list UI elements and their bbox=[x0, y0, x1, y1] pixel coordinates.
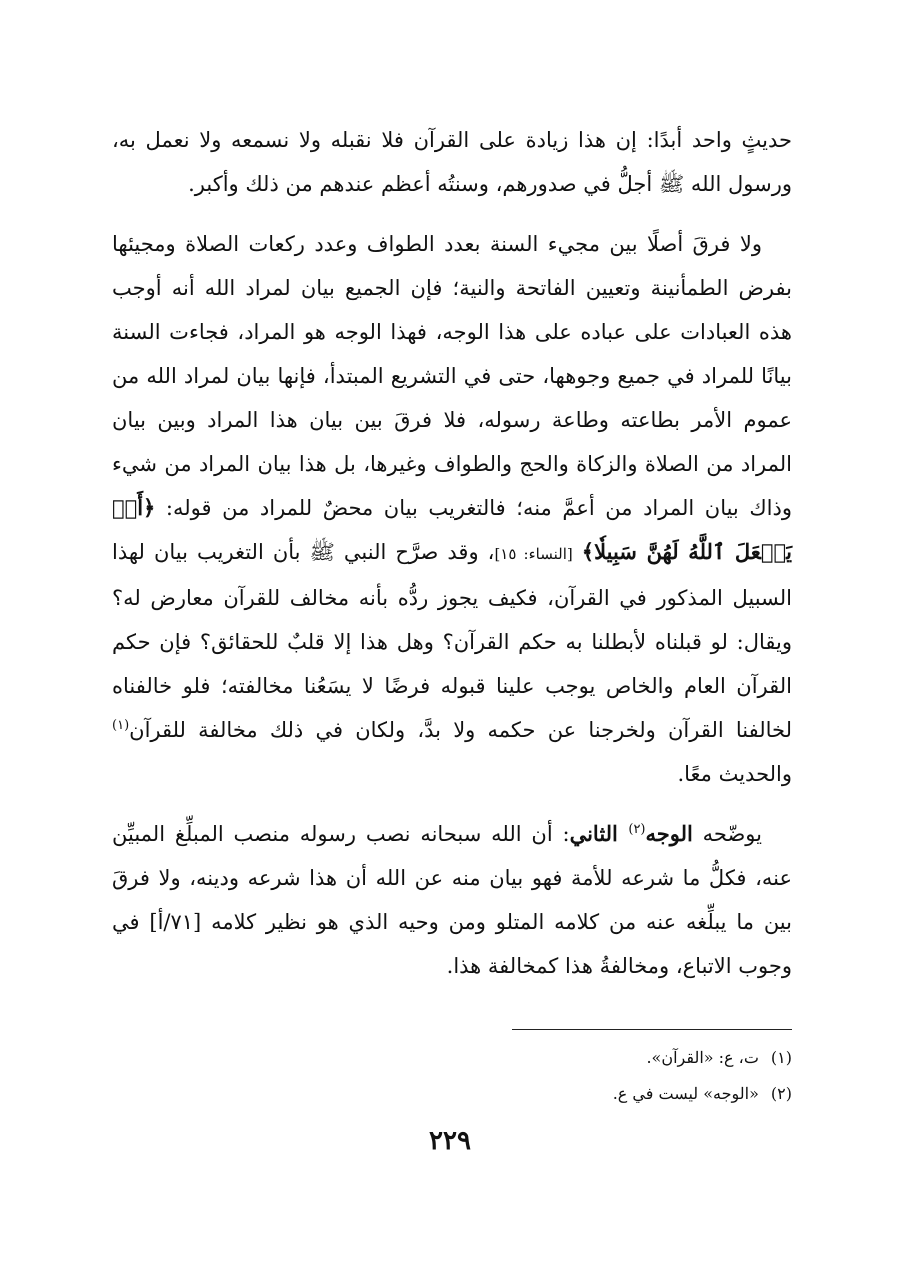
quran-quote: ﴿أَوۡ يَجۡعَلَ ٱللَّهُ لَهُنَّ سَبِيلٗا﴾ bbox=[112, 495, 792, 564]
footnote-number: (١) bbox=[770, 1048, 792, 1067]
footnotes bbox=[112, 1040, 792, 1112]
paragraph-2-part-1: ولا فرقَ أصلًا بين مجيء السنة بعدد الطواف وعدد ركعات الصلاة ومجيئها بفرض الطمأنينة وتعيين الفاتحة والنية؛ فإن الجميع بيان لمراد الله أنه أوجب هذه العبادات على عباده على هذا الوجه، فهذا الوجه هو المراد، فجاءت السنة بيانًا للمراد في جميع وجوهها، حتى في التشريع المبتدأ، فإنها بيان لمراد الله من عموم الأمر بطاعته وطاعة رسوله، فلا فرقَ بين بيان هذا المراد وبين بيان المراد من الصلاة والزكاة والحج والطواف وغيرها، بل هذا بيان المراد من شيء وذاك بيان المراد من أعمَّ منه؛ فالتغريب بيان محضٌ للمراد من قوله: bbox=[112, 232, 792, 520]
footnote-marker-2: (٢) bbox=[628, 822, 646, 837]
footnote-number: (٢) bbox=[770, 1084, 792, 1103]
footnote-text: «الوجه» ليست في ع. bbox=[612, 1084, 759, 1103]
main-text bbox=[112, 118, 792, 988]
footnote-divider bbox=[512, 1029, 792, 1030]
footnote-2 bbox=[112, 1076, 792, 1112]
paragraph-2-part-3: والحديث معًا. bbox=[677, 762, 792, 786]
paragraph-2-part-2: ، وقد صرَّح النبي ﷺ بأن التغريب بيان لهذا السبيل المذكور في القرآن، فكيف يجوز ردُّه بأنه مخالف للقرآن معارض له؟ ويقال: لو قبلناه لأبطلنا به حكم القرآن؟ وهل هذا إلا قلبٌ للحقائق؟ فإن حكم القرآن العام والخاص يوجب علينا قبوله فرضًا لا يسَعُنا مخالفته؛ فلو خالفناه لخالفنا القرآن ولخرجنا عن حكمه ولا بدَّ، ولكان في ذلك مخالفة للقرآن bbox=[112, 540, 792, 742]
paragraph-3 bbox=[112, 812, 792, 988]
paragraph-2 bbox=[112, 222, 792, 796]
footnote-text: ت، ع: «القرآن». bbox=[646, 1048, 759, 1067]
page-number: ٢٢٩ bbox=[429, 1126, 471, 1156]
section-heading-ordinal: الثاني bbox=[569, 821, 629, 846]
footnote-1 bbox=[112, 1040, 792, 1076]
paragraph-3-lead: يوضّحه bbox=[692, 822, 762, 846]
footnote-marker-1: (١) bbox=[112, 718, 130, 733]
paragraph-3-body: : أن الله سبحانه نصب رسوله منصب المبلِّغ المبيِّن عنه، فكلُّ ما شرعه للأمة فهو بيان منه عن الله أن هذا شرعه ودينه، ولا فرقَ بين ما يبلِّغه عنه من كلامه المتلو ومن وحيه الذي هو نظير كلامه [٧١/أ] في وجوب الاتباع، ومخالفةُ هذا كمخالفة هذا. bbox=[112, 822, 792, 978]
section-heading-word: الوجه bbox=[645, 821, 693, 846]
quran-citation: [النساء: ١٥] bbox=[494, 545, 573, 563]
paragraph-1: حديثٍ واحد أبدًا: إن هذا زيادة على القرآن فلا نقبله ولا نسمعه ولا نعمل به، ورسول الله ﷺ أجلُّ في صدورهم، وسنتُه أعظم عندهم من ذلك وأكبر. bbox=[112, 128, 792, 196]
